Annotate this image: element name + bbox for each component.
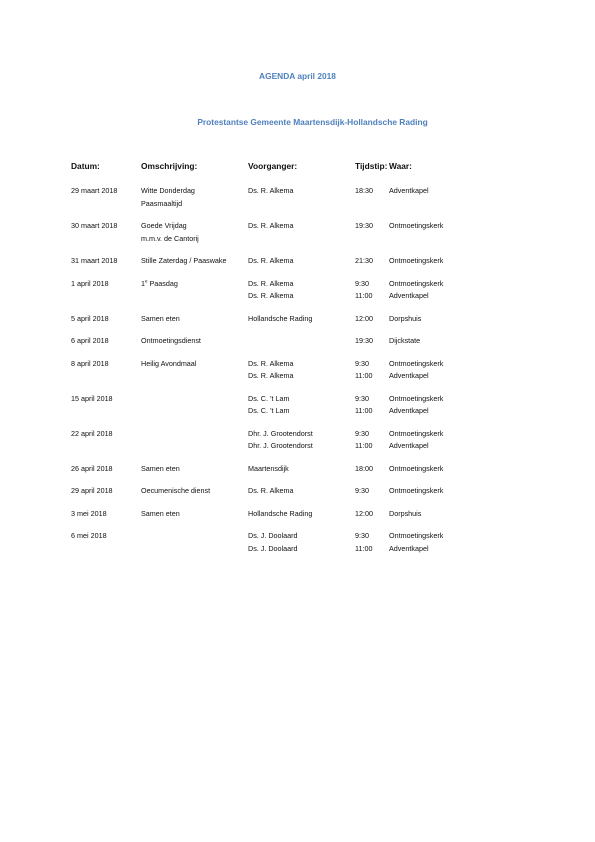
place-cell (389, 185, 429, 198)
date-cell (71, 530, 107, 543)
place-cell-line: Adventkapel (389, 441, 429, 450)
leader-cell-line: Ds. C. ’t Lam (248, 406, 290, 415)
leader-cell (248, 463, 289, 476)
time-cell-line: 11:00 (355, 371, 373, 380)
date-cell-line: 15 april 2018 (71, 393, 113, 403)
leader-cell-line: Hollandsche Rading (248, 313, 313, 323)
description-cell (141, 255, 227, 268)
description-cell (141, 463, 180, 476)
date-cell (71, 255, 117, 268)
description-cell (141, 508, 180, 521)
leader-cell-line: Ds. R. Alkema (248, 186, 294, 195)
time-cell-line: 18:00 (355, 463, 373, 473)
leader-cell (248, 485, 294, 498)
time-cell (355, 508, 373, 521)
place-cell (389, 508, 421, 521)
date-cell-line: 29 april 2018 (71, 486, 113, 495)
place-cell (389, 463, 443, 476)
page-subtitle: Protestantse Gemeente Maartensdijk-Hollandsche Rading (197, 117, 428, 127)
leader-cell-line: Ds. R. Alkema (248, 291, 294, 300)
place-cell-line: Adventkapel (389, 186, 429, 195)
description-cell (141, 313, 180, 326)
description-cell-line: Stille Zaterdag / Paaswake (141, 256, 227, 265)
leader-cell-line: Ds. R. Alkema (248, 371, 294, 380)
time-cell-line: 9:30 (355, 428, 369, 438)
time-cell (355, 485, 369, 498)
time-cell-line: 21:30 (355, 256, 373, 265)
place-cell (389, 220, 443, 233)
leader-cell-line: Ds. C. ’t Lam (248, 393, 290, 403)
description-cell-line: Samen eten (141, 313, 180, 323)
time-cell-line: 9:30 (355, 358, 369, 368)
description-cell-line: Goede Vrijdag (141, 221, 187, 230)
time-cell-line: 11:00 (355, 406, 373, 415)
description-cell-line (141, 278, 178, 291)
date-cell-line: 3 mei 2018 (71, 508, 107, 518)
date-cell-line: 29 maart 2018 (71, 186, 118, 195)
time-cell (355, 220, 373, 233)
leader-cell-line: Ds. R. Alkema (248, 486, 294, 495)
leader-cell (248, 508, 312, 521)
place-cell-line: Dorpshuis (389, 508, 422, 518)
place-cell (389, 335, 420, 348)
description-cell-line: Samen eten (141, 463, 180, 473)
time-cell-line: 9:30 (355, 531, 369, 540)
time-cell (355, 255, 373, 268)
time-cell-line: 9:30 (355, 486, 369, 495)
time-cell (355, 530, 372, 555)
place-cell-line: Adventkapel (389, 291, 429, 300)
leader-cell (248, 278, 294, 303)
place-cell-line: Ontmoetingskerk (389, 256, 444, 265)
date-cell (71, 185, 117, 198)
place-cell-line: Adventkapel (389, 371, 429, 380)
description-cell-line: Heilig Avondmaal (141, 358, 197, 368)
date-cell-line: 8 april 2018 (71, 358, 109, 368)
description-cell-line: Paasmaaltijd (141, 198, 183, 208)
place-cell (389, 393, 443, 418)
leader-cell (248, 358, 294, 383)
description-superscript: e (145, 278, 148, 284)
time-cell-line: 9:30 (355, 278, 369, 288)
description-cell (141, 485, 210, 498)
description-cell (141, 358, 196, 371)
leader-cell-line: Ds. R. Alkema (248, 256, 294, 265)
date-cell (71, 358, 109, 371)
place-cell-line: Ontmoetingskerk (389, 531, 444, 540)
date-cell (71, 313, 109, 326)
date-cell (71, 428, 113, 441)
leader-cell-line: Ds. R. Alkema (248, 358, 294, 368)
date-cell-line: 1 april 2018 (71, 278, 109, 288)
time-cell (355, 393, 372, 418)
date-cell-line: 22 april 2018 (71, 428, 113, 438)
time-cell-line: 18:30 (355, 186, 373, 195)
leader-cell-line: Hollandsche Rading (248, 508, 313, 518)
leader-cell-line: Dhr. J. Grootendorst (248, 428, 313, 438)
leader-cell (248, 185, 294, 198)
leader-cell-line: Ds. R. Alkema (248, 221, 294, 230)
date-cell (71, 485, 113, 498)
place-cell (389, 278, 443, 303)
description-cell (141, 278, 178, 291)
date-cell-line: 31 maart 2018 (71, 256, 118, 265)
time-cell (355, 358, 372, 383)
leader-cell (248, 255, 294, 268)
place-cell-line: Ontmoetingskerk (389, 393, 444, 403)
place-cell-line: Adventkapel (389, 543, 429, 553)
place-cell-line: Ontmoetingskerk (389, 358, 444, 368)
place-cell (389, 485, 443, 498)
leader-cell-line: Ds. J. Doolaard (248, 531, 298, 540)
description-cell (141, 185, 195, 210)
leader-cell (248, 393, 290, 418)
description-cell-line: Ontmoetingsdienst (141, 336, 201, 345)
description-cell-line: Samen eten (141, 508, 180, 518)
place-cell-line: Dorpshuis (389, 313, 422, 323)
time-cell-line: 11:00 (355, 441, 373, 450)
header-place: Waar: (389, 161, 412, 171)
date-cell (71, 335, 109, 348)
time-cell-line: 12:00 (355, 313, 373, 323)
header-leader: Voorganger: (248, 161, 298, 171)
time-cell (355, 313, 373, 326)
description-cell-line: m.m.v. de Cantorij (141, 233, 199, 243)
time-cell-line: 11:00 (355, 291, 373, 300)
date-cell (71, 463, 113, 476)
date-cell (71, 508, 107, 521)
date-cell-line: 30 maart 2018 (71, 221, 118, 230)
leader-cell-line: Dhr. J. Grootendorst (248, 441, 313, 450)
place-cell-line: Ontmoetingskerk (389, 278, 444, 288)
leader-cell-line: Maartensdijk (248, 463, 289, 473)
description-number: 1 (141, 278, 145, 288)
place-cell-line: Dijckstate (389, 336, 421, 345)
place-cell-line: Ontmoetingskerk (389, 428, 444, 438)
time-cell (355, 278, 372, 303)
description-cell (141, 335, 201, 348)
leader-cell (248, 428, 313, 453)
time-cell (355, 463, 373, 476)
place-cell (389, 358, 443, 383)
place-cell-line: Ontmoetingskerk (389, 486, 444, 495)
header-date: Datum: (71, 161, 100, 171)
leader-cell (248, 220, 294, 233)
time-cell (355, 185, 373, 198)
leader-cell (248, 530, 298, 555)
time-cell (355, 428, 372, 453)
leader-cell (248, 313, 312, 326)
page-title: AGENDA april 2018 (259, 71, 336, 81)
date-cell-line: 6 april 2018 (71, 336, 109, 345)
time-cell-line: 11:00 (355, 543, 373, 553)
leader-cell-line: Ds. R. Alkema (248, 278, 294, 288)
place-cell (389, 255, 443, 268)
table-header (0, 161, 595, 173)
description-cell-line: Witte Donderdag (141, 186, 195, 195)
header-description: Omschrijving: (141, 161, 198, 171)
date-cell-line: 6 mei 2018 (71, 531, 107, 540)
time-cell-line: 19:30 (355, 221, 373, 230)
place-cell (389, 428, 443, 453)
time-cell-line: 19:30 (355, 336, 373, 345)
place-cell (389, 530, 443, 555)
date-cell-line: 5 april 2018 (71, 313, 109, 323)
leader-cell-line: Ds. J. Doolaard (248, 543, 298, 553)
time-cell-line: 9:30 (355, 393, 369, 403)
time-cell (355, 335, 373, 348)
date-cell (71, 278, 109, 291)
description-cell-line: Oecumenische dienst (141, 486, 211, 495)
date-cell-line: 26 april 2018 (71, 463, 113, 473)
place-cell-line: Ontmoetingskerk (389, 221, 444, 230)
time-cell-line: 12:00 (355, 508, 373, 518)
place-cell-line: Adventkapel (389, 406, 429, 415)
place-cell-line: Ontmoetingskerk (389, 463, 444, 473)
description-rest: Paasdag (147, 278, 178, 288)
place-cell (389, 313, 421, 326)
header-time: Tijdstip: (355, 161, 388, 171)
date-cell (71, 393, 113, 406)
description-cell (141, 220, 199, 245)
date-cell (71, 220, 117, 233)
